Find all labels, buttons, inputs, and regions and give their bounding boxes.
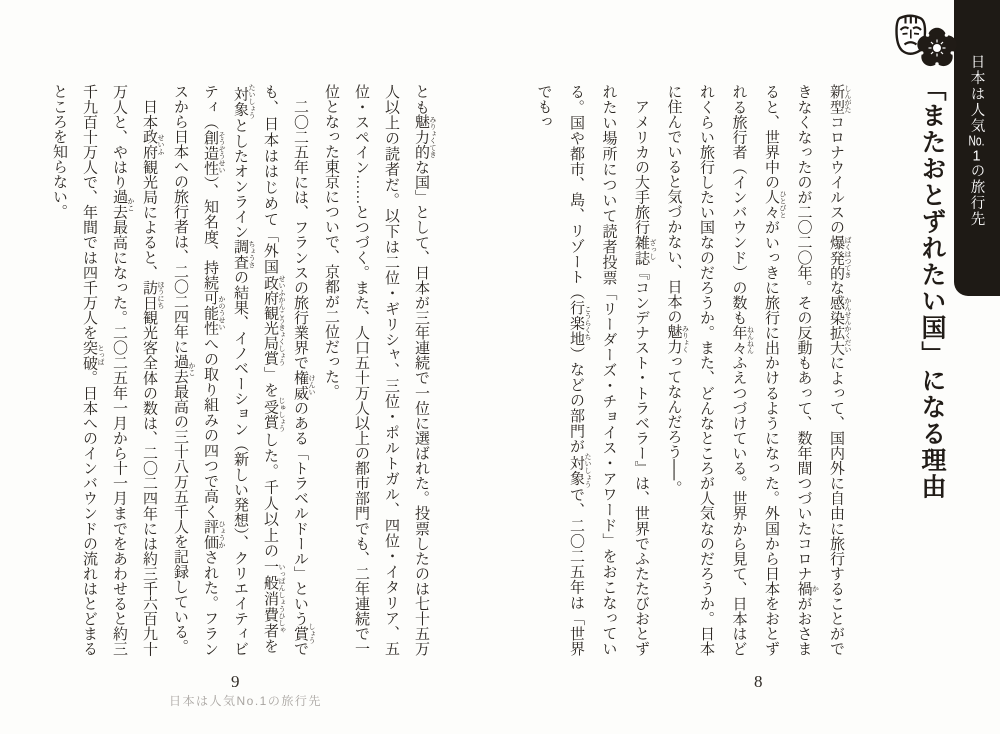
paragraph: 二〇二五年には、フランスの旅行業界で権威 けんいのある「トラベルドール」という賞 しょうでも、日本ははじめて「外国政府観光局賞 せいふかんこうきょくしょう」を受賞 じゅしょうした。千人以上の一般消費者 いっぱんしょうひしゃを対象 たいしょうとしたオンライン調査 ちょうさの結果、イノベーション（新しい発想）、クリエイティビティ（創造性 そうぞうせい）、知名度、持続可能性 かのうせいへの取り組みの四つで高く評価 ひょうかされた。フランスから日本への旅行者は、二〇二四年に過去 かこ最高の三十八万五千人を記録している。 [172, 84, 316, 657]
paragraph: アメリカの大手旅行雑誌 ざっし『コンデナスト・トラベラー』は、世界でふたたびおとずれたい場所について読者投票「リーダーズ・チョイス・アワード」をおこなっている。国や都市、島、リゾート（行楽地 こうらくち）などの部門が対象 たいしょうで、二〇二五年は「世界でもっ [535, 84, 657, 657]
page-9-text [44, 84, 437, 656]
section-title: 「またおとずれたい国」になる理由 [918, 76, 946, 500]
chapter-banner-text: 日本は人気No.1の旅行先 [968, 54, 985, 227]
page-number-left: 9 [231, 672, 240, 691]
running-footer: 日本は人気No.1の旅行先 [169, 694, 322, 708]
chapter-banner [954, 0, 1000, 296]
paragraph: 新型 しんがたコロナウイルスの爆発的 ばくはつてきな感染拡大 かんせんかくだいによって、国内外に自由に旅行することができなくなったのが二〇二〇年。その反動もあって、数年間つづいたコロナ禍 かがおさまると、世界中の人々 ひとびとがいっきに旅行に出かけるようになった。外国から日本をおとずれる旅行者（インバウンド）の数も年々 ねんねんふえつづけている。世界から見て、日本はどれくらい旅行したい国なのだろうか。また、どんなところが人気なのだろうか。日本に住んでいると気づかない、日本の魅力 みりょくってなんだろう──。 [665, 84, 852, 657]
chapter-logo [893, 14, 959, 72]
paragraph: とも魅力的 みりょくてきな国」として、日本が三年連続で一位に選ばれた。投票したのは七十五万人以上の読者だ。以下は二位・ギリシャ、三位・ポルトガル、四位・イタリア、五位・スペイン……とつづく。また、人口五十万人以上の都市部門でも、二年連続で一位となった東京についで、京都が二位だった。 [323, 84, 437, 657]
paragraph: 日本政府 せいふ観光局によると、訪日 ほうにち観光客全体の数は、二〇二四年には約三千六百九十万人と、やはり過去 かこ最高になった。二〇二五年一月から十一月までをあわせると約三千九百十万人で、年間では四千万人を突破 とっぱ。日本へのインバウンドの流れはとどまるところを知らない。 [51, 84, 165, 657]
page-8-text [527, 84, 852, 656]
page-number-right: 8 [754, 672, 763, 691]
